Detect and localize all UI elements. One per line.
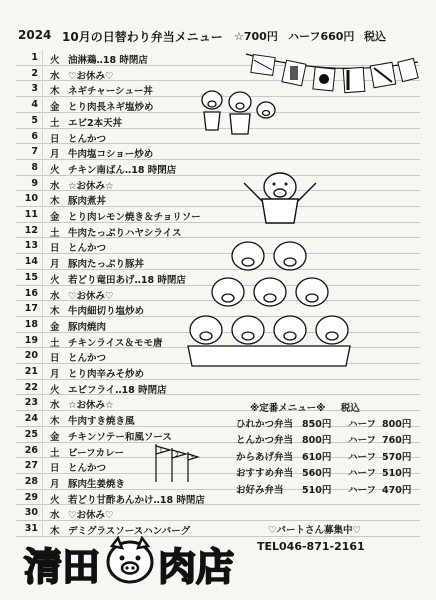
page-header [18,28,418,46]
weekday: 木 [50,306,60,318]
weekday: 水 [50,290,60,302]
menu-item: 豚肉生姜焼き [68,478,126,490]
shop-logo [24,534,250,588]
day-row [20,193,422,210]
set-menu-name: とんかつ弁当 [236,435,294,447]
menu-item: ☆お休み☆ [68,400,114,412]
weekday: 月 [50,478,60,490]
set-menu-price: 850円 [302,419,332,430]
weekday: 木 [50,416,60,428]
header-price-main: ☆700円 [234,30,278,43]
set-menu-price: 560円 [302,468,332,480]
day-number: 4 [31,99,38,111]
menu-item: 牛肉すき焼き風 [68,416,135,428]
phone-number: TEL046-871-2161 [257,540,365,553]
set-menu-half-price: 800円 [382,419,412,430]
day-number: 12 [24,224,38,236]
weekday: 日 [50,463,60,475]
day-number: 25 [24,428,38,440]
day-number: 17 [24,303,38,315]
day-number: 26 [24,444,38,456]
day-number: 9 [31,177,38,189]
set-menu-price: 510円 [302,484,332,496]
menu-item: ♡お休み♡ [68,510,114,522]
set-menu-title [250,400,360,414]
weekday: 土 [50,447,60,459]
weekday: 土 [50,117,60,129]
menu-item: とんかつ [68,243,107,255]
menu-item: 豚肉煮丼 [68,196,107,208]
day-number: 10 [24,193,38,205]
day-number: 1 [31,52,38,63]
day-number: 24 [24,413,38,425]
day-number: 7 [31,146,38,158]
weekday: 月 [50,369,60,380]
menu-item: ☆お休み☆ [68,180,114,192]
recruit-notice: ♡パートさん募集中♡ [268,525,362,536]
logo-text-left: 清田 [24,545,101,589]
weekday: 金 [50,321,60,333]
day-number: 23 [24,397,38,409]
menu-item: 豚肉たっぷり豚丼 [68,259,145,271]
menu-item: チキンソテー和風ソース [68,431,172,443]
day-row [20,209,422,226]
menu-item: 若どり甘酢あんかけ‥18 時閉店 [68,494,205,506]
set-menu-name: お好み弁当 [236,484,284,496]
day-row [20,162,422,179]
day-number: 19 [24,334,38,346]
weekday: 木 [50,526,60,537]
day-number: 21 [24,366,38,377]
weekday: 月 [50,149,60,161]
pig-logo-icon [104,536,156,586]
set-menu-price: 610円 [302,451,332,463]
weekday: 水 [50,400,60,412]
day-row [20,146,422,163]
header-price-half: ハーフ660円 [288,30,355,43]
set-menu-name: ひれかつ弁当 [236,419,294,430]
set-menu-price: 800円 [302,435,332,447]
set-menu-half-price: 510円 [382,468,412,480]
weekday: 木 [50,196,60,208]
day-number: 6 [31,130,38,142]
weekday: 金 [50,102,60,114]
set-menu-name: からあげ弁当 [236,451,294,463]
set-menu-half-label: ハーフ [348,468,377,480]
menu-item: とんかつ [68,353,107,365]
menu-item: ネギチャーシュー丼 [68,86,153,98]
header-year: 2024 [18,28,52,42]
menu-item: 若どり竜田あげ‥18 時閉店 [68,274,186,286]
menu-item: とんかつ [68,463,107,475]
set-menu-name: おすすめ弁当 [236,468,294,480]
weekday: 土 [50,227,60,239]
day-number: 30 [24,507,38,519]
menu-item: 豚肉焼肉 [68,321,107,333]
day-number: 28 [24,475,38,487]
weekday: 火 [50,274,60,286]
menu-item: とり肉辛みそ炒め [68,369,145,380]
set-menu-title-text: ※定番メニュー※ [250,403,326,414]
weekday: 日 [50,133,60,145]
weekday: 水 [50,180,60,192]
day-number: 14 [24,256,38,268]
logo-text-right: 肉店 [158,545,235,589]
flag-1-label: 1 [159,448,163,455]
day-row [20,397,422,414]
weekday: 水 [50,510,60,522]
weekday: 月 [50,259,60,271]
cheering-pig-icon [240,165,320,225]
dancing-pigs-icon [196,80,280,140]
day-number: 31 [24,523,38,534]
set-menu-half-price: 470円 [382,484,412,496]
set-menu-half-label: ハーフ [348,484,377,496]
day-number: 18 [24,318,38,330]
weekday: 火 [50,384,60,396]
day-number: 20 [24,350,38,362]
set-menu-half-price: 570円 [382,451,412,463]
pig-pyramid-icon [178,230,368,380]
menu-item: 牛肉塩コショー炒め [68,149,154,161]
day-number: 29 [24,491,38,503]
day-row [20,178,422,195]
set-menu-half-price: 760円 [382,435,412,447]
weekday: 土 [50,337,60,349]
menu-item: ♡お休み♡ [68,70,114,82]
menu-item: とり肉長ネギ塩炒め [68,102,154,114]
set-menu-half-label: ハーフ [348,419,377,430]
menu-item: 牛肉たっぷりハヤシライス [68,227,182,239]
weekday: 火 [50,164,60,176]
menu-item: エビ2本天丼 [68,117,123,129]
menu-item: とんかつ [68,133,107,145]
day-number: 8 [31,161,38,173]
pennant-flags-icon [150,440,200,484]
weekday: 金 [50,212,60,223]
day-number: 5 [31,114,38,126]
weekday: 水 [50,70,60,82]
menu-item: 油淋鶏‥18 時閉店 [68,55,148,66]
flag-2-label: 2 [175,452,179,459]
day-number: 11 [24,209,38,220]
day-number: 3 [31,83,38,95]
set-menu-half-label: ハーフ [348,451,377,463]
set-menu-tax: 税込 [340,403,360,414]
day-row [20,382,422,399]
weekday: 木 [50,86,60,98]
menu-item: ♡お休み♡ [68,290,114,302]
menu-item: デミグラスソースハンバーグ [68,526,191,537]
column-divider [42,50,43,536]
menu-item: とり肉レモン焼き＆チョリソー [68,212,201,223]
day-number: 27 [24,460,38,472]
set-menu-half-label: ハーフ [348,435,377,447]
menu-item: エビフライ‥18 時閉店 [68,384,167,396]
header-tax: 税込 [364,30,386,43]
day-number: 2 [31,67,38,79]
day-row [20,507,422,524]
header-title: 10月の日替わり弁当メニュー [62,30,223,44]
flag-3-label: 3 [190,454,194,461]
weekday: 日 [50,353,60,365]
weekday: 日 [50,243,60,255]
weekday: 火 [50,55,60,66]
menu-item: ビーフカレー [68,447,125,459]
weekday: 火 [50,494,60,506]
weekday: 金 [50,431,60,443]
menu-item: 牛肉細切り塩炒め [68,306,145,318]
day-number: 22 [24,381,38,393]
day-number: 13 [24,240,38,252]
menu-item: チキンライス＆モモ唐 [68,337,163,349]
menu-item: チキン南ばん‥18 時閉店 [68,164,177,176]
day-number: 16 [24,287,38,299]
day-number: 15 [24,271,38,283]
